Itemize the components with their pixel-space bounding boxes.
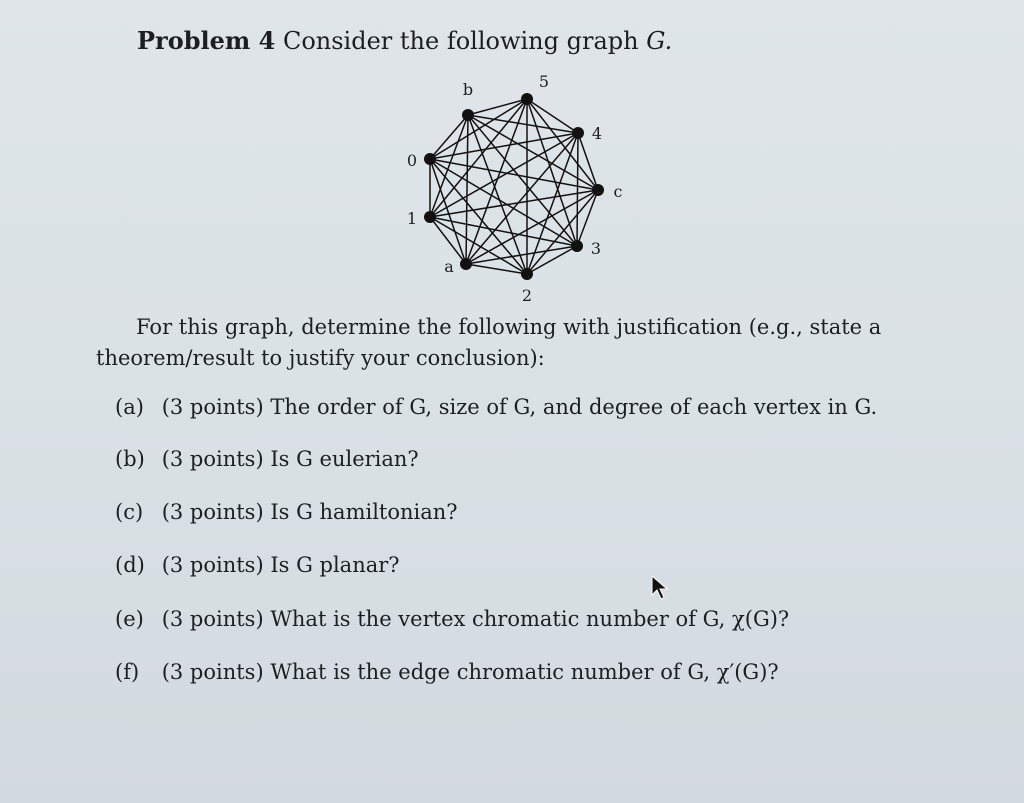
graph-vertex-4 bbox=[572, 127, 584, 139]
graph-edge bbox=[430, 115, 468, 159]
question-e bbox=[115, 607, 789, 631]
graph-edge bbox=[527, 99, 578, 133]
question-label: (c) bbox=[115, 500, 144, 524]
question-d bbox=[115, 553, 400, 577]
graph-vertex-label: c bbox=[613, 182, 623, 201]
question-a bbox=[115, 395, 877, 419]
graph-vertex-b bbox=[462, 109, 474, 121]
question-c bbox=[115, 500, 458, 524]
graph-figure bbox=[380, 75, 640, 305]
question-label: (f) bbox=[115, 660, 140, 684]
question-label: (b) bbox=[115, 447, 145, 471]
question-text: (3 points) What is the edge chromatic number of G, χ′(G)? bbox=[161, 660, 779, 684]
question-text: (3 points) What is the vertex chromatic number of G, χ(G)? bbox=[161, 607, 790, 631]
graph-vertex-2 bbox=[521, 268, 533, 280]
question-b bbox=[115, 447, 419, 471]
graph-vertex-5 bbox=[521, 93, 533, 105]
graph-vertex-a bbox=[460, 258, 472, 270]
question-text: (3 points) Is G hamiltonian? bbox=[161, 500, 458, 524]
question-label: (e) bbox=[115, 607, 144, 631]
question-text: (3 points) The order of G, size of G, and degree of each vertex in G. bbox=[161, 395, 878, 419]
graph-vertex-label: 0 bbox=[406, 151, 418, 170]
instructions-line-1: For this graph, determine the following with justification (e.g., state a bbox=[136, 315, 882, 339]
graph-vertex-label: 3 bbox=[590, 239, 602, 258]
question-text: (3 points) Is G planar? bbox=[161, 553, 400, 577]
graph-vertex-3 bbox=[571, 240, 583, 252]
mouse-pointer-icon bbox=[650, 575, 670, 601]
problem-graph-name: G. bbox=[646, 27, 673, 55]
graph-vertex-label: a bbox=[444, 257, 454, 276]
problem-text: Consider the following graph bbox=[282, 27, 639, 55]
graph-vertex-label: b bbox=[462, 80, 474, 99]
graph-edge bbox=[468, 99, 527, 115]
question-f bbox=[115, 660, 779, 684]
graph-vertex-label: 1 bbox=[406, 209, 418, 228]
graph-vertex-labels bbox=[407, 75, 623, 305]
problem-label: Problem 4 bbox=[137, 26, 276, 55]
graph-edge bbox=[577, 133, 578, 246]
graph-vertex-c bbox=[592, 184, 604, 196]
graph-edge bbox=[468, 115, 527, 274]
question-text: (3 points) Is G eulerian? bbox=[161, 447, 419, 471]
graph-vertex-1 bbox=[424, 211, 436, 223]
graph-vertex-label: 2 bbox=[521, 286, 533, 305]
graph-vertex-label: 4 bbox=[591, 124, 603, 143]
question-label: (d) bbox=[115, 553, 145, 577]
problem-heading bbox=[137, 26, 672, 55]
graph-vertex-0 bbox=[424, 153, 436, 165]
question-label: (a) bbox=[115, 395, 144, 419]
instructions bbox=[96, 312, 956, 374]
graph-vertex-label: 5 bbox=[538, 75, 550, 91]
instructions-line-2: theorem/result to justify your conclusion): bbox=[96, 346, 545, 370]
graph-edge bbox=[577, 190, 598, 246]
